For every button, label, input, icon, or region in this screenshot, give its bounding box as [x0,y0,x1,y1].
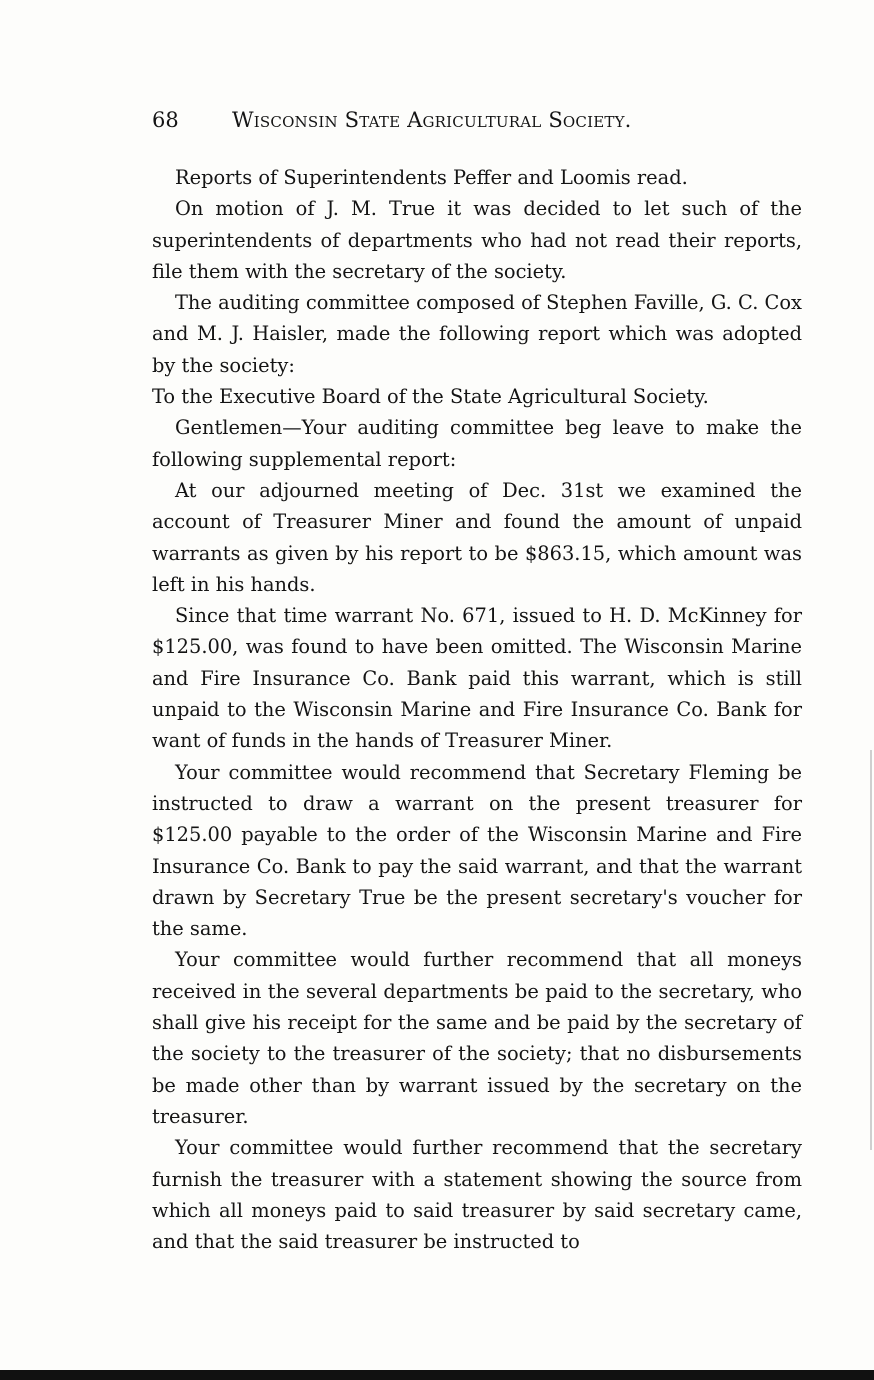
paragraph-auditing-committee: The auditing committee composed of Stephen Faville, G. C. Cox and M. J. Haisler, made the following report which was adopted by the society: [152,291,802,377]
paragraph-gentlemen: Gentlemen—Your auditing committee beg leave to make the following supplemental report: [152,416,802,471]
paragraph-motion-true: On motion of J. M. True it was decided to let such of the superintendents of departments who had not read their reports, file them with the secretary of the society. [152,197,802,283]
paragraph-salutation-board: To the Executive Board of the State Agricultural Society. [152,385,709,409]
paragraph-adjourned-meeting: At our adjourned meeting of Dec. 31st we examined the account of Treasurer Miner and found the amount of unpaid warrants as given by his report to be $863.15, which amount was left in his hands. [152,478,802,596]
body-text [152,162,802,1257]
paragraph-recommend-statement: Your committee would further recommend that the secretary furnish the treasurer with a statement showing the source from which all moneys paid to said treasurer by said secretary came, and that the said treasurer be instructed to [152,1136,802,1254]
paragraph-warrant-671: Since that time warrant No. 671, issued to H. D. McKinney for $125.00, was found to have been omitted. The Wisconsin Marine and Fire Insurance Co. Bank paid this warrant, which is still unpaid to the Wisconsin Marine and Fire Insurance Co. Bank for want of funds in the hands of Treasurer Miner. [152,604,802,753]
running-head [152,104,802,136]
scan-bottom-border [0,1370,874,1380]
running-title: Wisconsin State Agricultural Society. [232,108,632,132]
scan-edge-shadow [870,750,872,1150]
paragraph-recommend-moneys: Your committee would further recommend that all moneys received in the several departments be paid to the secretary, who shall give his receipt for the same and be paid by the secretary of the society to the treasurer of the society; that no disbursements be made other than by warrant issued by the secretary on the treasurer. [152,948,802,1128]
paragraph-recommend-fleming: Your committee would recommend that Secretary Fleming be instructed to draw a warrant on the present treasurer for $125.00 payable to the order of the Wisconsin Marine and Fire Insurance Co. Bank to pay the said warrant, and that the warrant drawn by Secretary True be the present secretary's voucher for the same. [152,760,802,941]
paragraph-reports-read: Reports of Superintendents Peffer and Loomis read. [175,166,688,189]
page-number: 68 [152,108,179,132]
